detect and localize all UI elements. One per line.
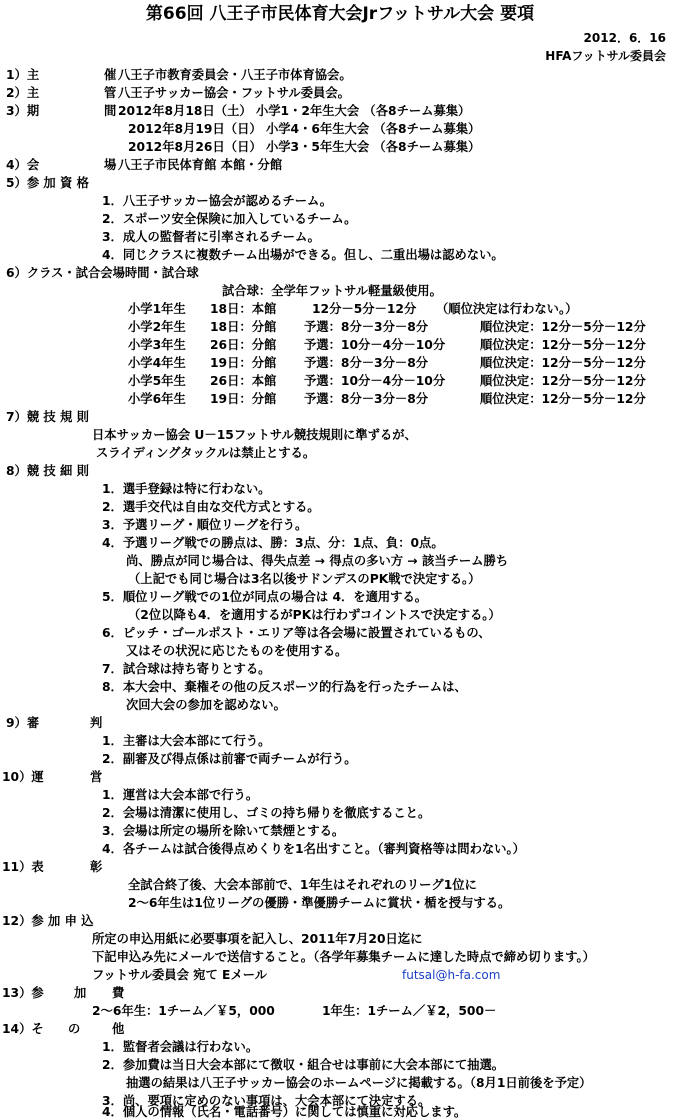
schedule-prelim: 予選：10分－4分－10分 [304, 338, 446, 352]
organizer: HFAフットサル委員会 [545, 49, 666, 63]
schedule-final: 順位決定：12分－5分－12分 [480, 320, 646, 334]
section-6-ball: 試合球：全学年フットサル軽量級使用。 [222, 284, 442, 298]
section-3-line: 2012年8月26日（日） 小学3・5年生大会 （各8チーム募集） [128, 140, 481, 154]
section-8-line: 4．予選リーグ戦での勝点は、勝：3点、分：1点、負：0点。 [102, 536, 444, 550]
section-13-label-mid: 加 [74, 986, 87, 1000]
section-14-line: 3．尚、要項に定めのない事項は、大会本部にて決定する。 [102, 1094, 431, 1108]
section-9-line: 2．副審及び得点係は前審で両チームが行う。 [102, 752, 357, 766]
section-7-line: スライディングタックルは禁止とする。 [96, 446, 316, 460]
schedule-day: 26日：分館 [210, 338, 277, 352]
section-9-line: 1．主審は大会本部にて行う。 [102, 734, 271, 748]
section-4-label: 4）会 [6, 158, 40, 172]
section-14-line: 2．参加費は当日大会本部にて徴収・組合せは事前に大会本部にて抽選。 [102, 1058, 505, 1072]
schedule-final: 順位決定：12分－5分－12分 [480, 392, 646, 406]
schedule-prelim: 予選：10分－4分－10分 [304, 374, 446, 388]
section-13-label: 13）参 [2, 986, 44, 1000]
section-3-line: 2012年8月18日（土） 小学1・2年生大会 （各8チーム募集） [118, 104, 471, 118]
section-4-text: 八王子市民体育館 本館・分館 [118, 158, 283, 172]
section-8-line: 2．選手交代は自由な交代方式とする。 [102, 500, 320, 514]
schedule-final: 順位決定：12分－5分－12分 [480, 356, 646, 370]
section-10-label-end: 営 [90, 770, 103, 784]
section-6-label: 6）クラス・試合会場時間・試合球 [6, 266, 199, 280]
section-8-line: 次回大会の参加を認めない。 [126, 698, 286, 712]
schedule-grade: 小学6年生 [128, 392, 186, 406]
section-11-line: 全試合終了後、大会本部前で、1年生はそれぞれのリーグ1位に [128, 878, 477, 892]
section-9-label-end: 判 [90, 716, 103, 730]
fee-upper-grades: 2～6年生：1チーム／￥5，000 [92, 1004, 275, 1018]
section-10-label: 10）運 [2, 770, 44, 784]
issue-date: 2012．6．16 [583, 31, 666, 45]
section-10-line: 3．会場は所定の場所を除いて禁煙とする。 [102, 824, 345, 838]
section-12-label: 12）参 加 申 込 [2, 914, 94, 928]
section-2-label: 2）主 [6, 86, 40, 100]
schedule-day: 18日：分館 [210, 320, 277, 334]
section-9-label: 9）審 [6, 716, 40, 730]
section-10-line: 2．会場は清潔に使用し、ゴミの持ち帰りを徹底すること。 [102, 806, 431, 820]
schedule-day: 19日：分館 [210, 356, 277, 370]
section-3-label: 3）期 [6, 104, 40, 118]
page-title: 第66回 八王子市民体育大会Jrフットサル大会 要項 [145, 4, 535, 24]
section-8-line: 5．順位リーグ戦での1位が同点の場合は 4．を適用する。 [102, 590, 428, 604]
section-11-label: 11）表 [2, 860, 44, 874]
section-12-line: 所定の申込用紙に必要事項を記入し、2011年7月20日迄に [92, 932, 423, 946]
section-8-label: 8）競 技 細 則 [6, 464, 89, 478]
email-link[interactable]: futsal@h-fa.com [402, 968, 501, 982]
section-5-item: 3．成人の監督者に引率されるチーム。 [102, 230, 320, 244]
section-8-line: （上記でも同じ場合は3名以後サドンデスのPK戦で決定する。） [128, 572, 481, 586]
schedule-grade: 小学2年生 [128, 320, 186, 334]
schedule-final: 順位決定：12分－5分－12分 [480, 374, 646, 388]
schedule-day: 18日：本館 [210, 302, 277, 316]
fee-first-grade: 1年生：1チーム／￥2，500－ [322, 1004, 497, 1018]
section-8-line: 又はその状況に応じたものを使用する。 [126, 644, 348, 658]
section-2-text: 八王子サッカー協会・フットサル委員会。 [118, 86, 350, 100]
section-8-line: （2位以降も4．を適用するがPKは行わずコイントスで決定する。） [128, 608, 501, 622]
schedule-final: 順位決定：12分－5分－12分 [480, 338, 646, 352]
section-1-label: 1）主 [6, 68, 40, 82]
section-5-label: 5）参 加 資 格 [6, 176, 89, 190]
section-8-line: 1．選手登録は特に行わない。 [102, 482, 271, 496]
section-5-item: 2．スポーツ安全保険に加入しているチーム。 [102, 212, 357, 226]
section-14-label-mid: の [68, 1022, 81, 1036]
schedule-grade: 小学3年生 [128, 338, 186, 352]
section-11-line: 2～6年生は1位リーグの優勝・準優勝チームに賞状・楯を授与する。 [128, 896, 511, 910]
section-14-label: 14）そ [2, 1022, 44, 1036]
section-14-line: 1．監督者会議は行わない。 [102, 1040, 259, 1054]
section-14-line: 抽選の結果は八王子サッカー協会のホームページに掲載する。（8月1日前後を予定） [126, 1076, 592, 1090]
section-7-line: 日本サッカー協会 U－15フットサル競技規則に準ずるが、 [92, 428, 417, 442]
section-8-line: 7．試合球は持ち寄りとする。 [102, 662, 271, 676]
schedule-prelim: 予選：8分－3分－8分 [304, 320, 429, 334]
section-8-line: 8．本大会中、棄権その他の反スポーツ的行為を行ったチームは、 [102, 680, 467, 694]
section-2-label-end: 管 [104, 86, 117, 100]
section-5-item: 1．八王子サッカー協会が認めるチーム。 [102, 194, 333, 208]
section-1-text: 八王子市教育委員会・八王子市体育協会。 [118, 68, 352, 82]
schedule-prelim: 予選：8分－3分－8分 [304, 356, 429, 370]
section-14-label-end: 他 [112, 1022, 125, 1036]
section-13-label-end: 費 [112, 986, 125, 1000]
section-3-label-end: 間 [104, 104, 117, 118]
section-11-label-end: 彰 [90, 860, 103, 874]
schedule-grade: 小学4年生 [128, 356, 186, 370]
section-3-line: 2012年8月19日（日） 小学4・6年生大会 （各8チーム募集） [128, 122, 481, 136]
section-12-contact: フットサル委員会 宛て Eメール [92, 968, 268, 982]
schedule-grade: 小学5年生 [128, 374, 186, 388]
schedule-day: 19日：分館 [210, 392, 277, 406]
section-7-label: 7）競 技 規 則 [6, 410, 89, 424]
section-14-line: 4．個人の情報（氏名・電話番号）に関しては慎重に対応します。 [102, 1105, 467, 1119]
section-1-label-end: 催 [104, 68, 117, 82]
schedule-prelim: 12分－5分－12分 [312, 302, 417, 316]
section-8-line: 3．予選リーグ・順位リーグを行う。 [102, 518, 308, 532]
section-10-line: 1．運営は大会本部で行う。 [102, 788, 259, 802]
schedule-grade: 小学1年生 [128, 302, 186, 316]
schedule-final: （順位決定は行わない。） [436, 302, 578, 316]
section-12-line: 下記申込み先にメールで送信すること。（各学年募集チームに達した時点で締め切ります。） [92, 950, 595, 964]
section-4-label-end: 場 [104, 158, 117, 172]
section-8-line: 尚、勝点が同じ場合は、得失点差 → 得点の多い方 → 該当チーム勝ち [126, 554, 509, 568]
section-5-item: 4．同じクラスに複数チーム出場ができる。但し、二重出場は認めない。 [102, 248, 504, 262]
section-10-line: 4．各チームは試合後得点めくりを1名出すこと。（審判資格等は問わない。） [102, 842, 525, 856]
schedule-day: 26日：本館 [210, 374, 277, 388]
section-8-line: 6．ピッチ・ゴールポスト・エリア等は各会場に設置されているもの、 [102, 626, 491, 640]
schedule-prelim: 予選：8分－3分－8分 [304, 392, 429, 406]
